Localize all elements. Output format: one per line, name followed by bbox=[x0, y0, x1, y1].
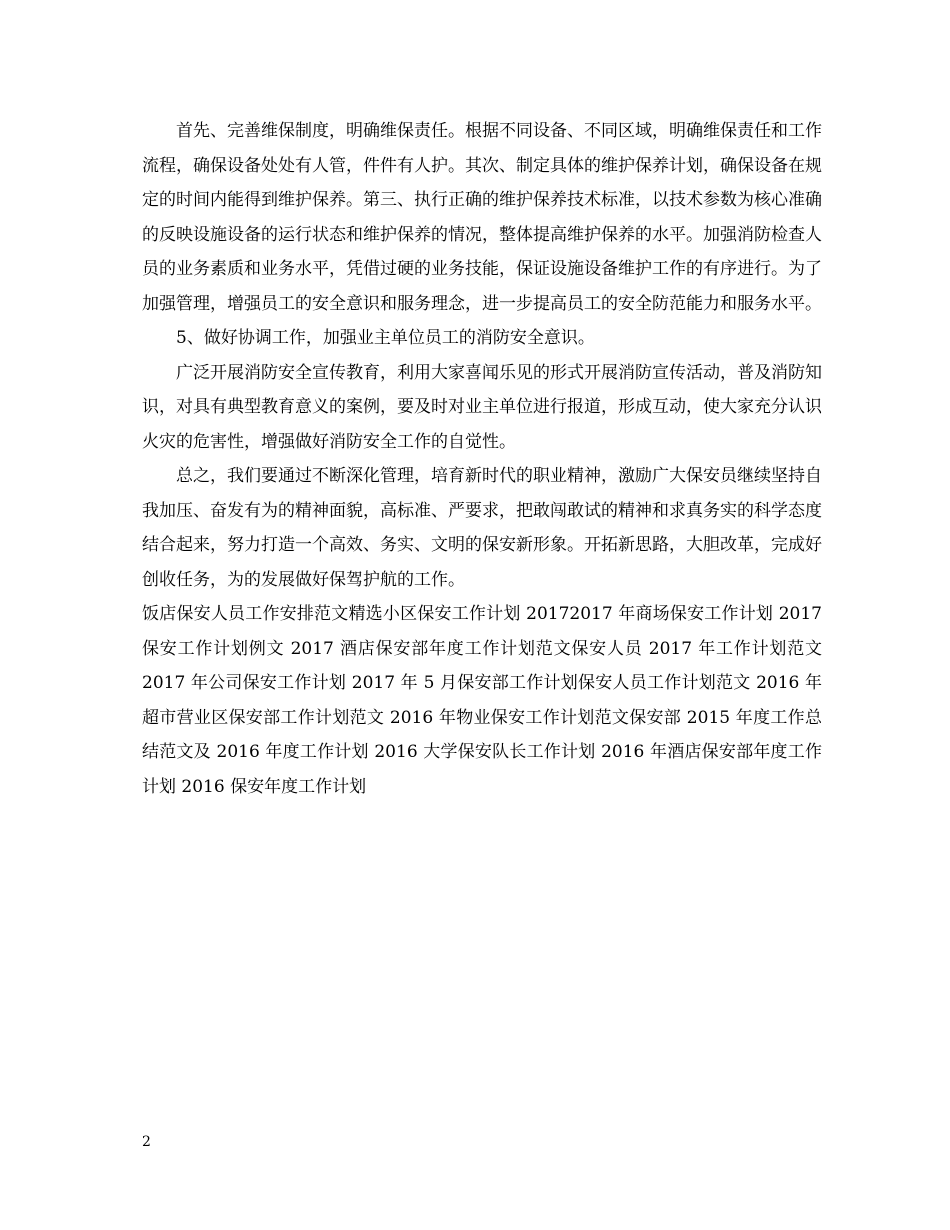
document-body bbox=[142, 114, 822, 804]
paragraph-maintenance-system: 首先、完善维保制度，明确维保责任。根据不同设备、不同区域，明确维保责任和工作流程，确保设备处处有人管，件件有人护。其次、制定具体的维护保养计划，确保设备在规定的时间内能得到维护保养。第三、执行正确的维护保养技术标准，以技术参数为核心准确的反映设施设备的运行状态和维护保养的情况，整体提高维护保养的水平。加强消防检查人员的业务素质和业务水平，凭借过硬的业务技能，保证设施设备维护工作的有序进行。为了加强管理，增强员工的安全意识和服务理念，进一步提高员工的安全防范能力和服务水平。 bbox=[142, 121, 822, 314]
paragraph-coordination-heading: 5、做好协调工作，加强业主单位员工的消防安全意识。 bbox=[176, 328, 595, 348]
paragraph-conclusion: 总之，我们要通过不断深化管理，培育新时代的职业精神，激励广大保安员继续坚持自我加压、奋发有为的精神面貌，高标准、严要求，把敢闯敢试的精神和求真务实的科学态度结合起来，努力打造一个高效、务实、文明的保安新形象。开拓新思路，大胆改革，完成好创收任务，为的发展做好保驾护航的工作。 bbox=[142, 466, 822, 590]
related-links-text: 饭店保安人员工作安排范文精选小区保安工作计划 20172017 年商场保安工作计划 2017 保安工作计划例文 2017 酒店保安部年度工作计划范文保安人员 2017 年工作计划范文 2017 年公司保安工作计划 2017 年 5 月保安部工作计划保安人员工作计划范文 2016 年超市营业区保安部工作计划范文 2016 年物业保安工作计划范文保安部 2015 年度工作总结范文及 2016 年度工作计划 2016 大学保安队长工作计划 2016 年酒店保安部年度工作计划 2016 保安年度工作计划 bbox=[142, 604, 822, 797]
paragraph-fire-safety-education: 广泛开展消防安全宣传教育，利用大家喜闻乐见的形式开展消防宣传活动，普及消防知识，对具有典型教育意义的案例，要及时对业主单位进行报道，形成互动，使大家充分认识火灾的危害性，增强做好消防安全工作的自觉性。 bbox=[142, 362, 822, 452]
page-number: 2 bbox=[142, 1134, 151, 1150]
